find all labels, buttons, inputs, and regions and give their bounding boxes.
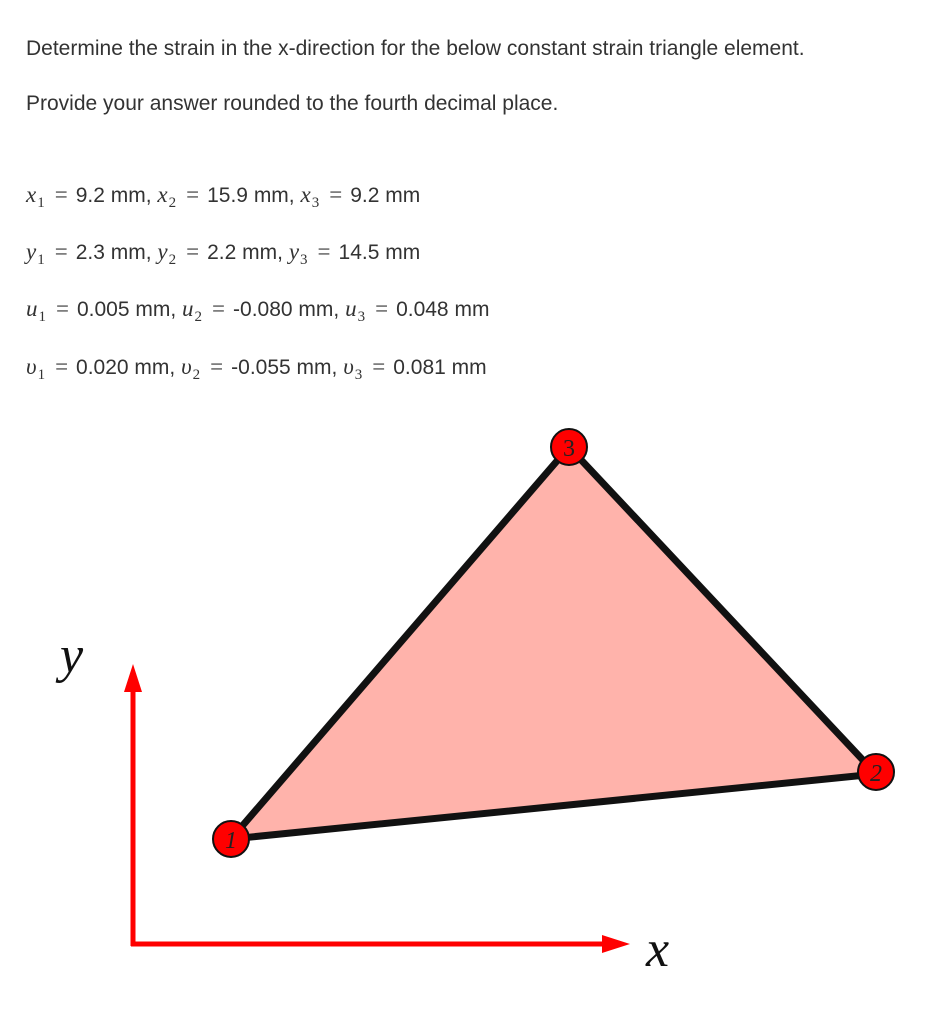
math-variable: υ [26,354,37,379]
math-variable: u [26,296,38,321]
equals-sign: = [210,354,224,379]
math-variable: y [157,239,168,264]
math-variable: y [288,239,300,264]
equation-value: 0.020 mm, [76,356,176,379]
equation-u-displacements [26,294,489,327]
math-variable: x [300,182,311,207]
y-axis-arrowhead [124,664,142,692]
math-subscript: 1 [37,367,46,383]
equation-value: 14.5 mm [338,241,421,264]
y-axis-label: y [60,627,84,684]
equals-sign: = [54,182,68,207]
node-2-label: 2 [870,761,882,787]
equals-sign: = [375,296,389,321]
equation-value: 0.048 mm [396,298,490,321]
math-subscript: 3 [300,252,308,268]
equals-sign: = [212,296,226,321]
math-subscript: 2 [168,195,177,211]
equation-value: 2.2 mm, [207,241,283,264]
math-variable: u [182,296,194,321]
math-variable: y [26,239,37,264]
math-subscript: 1 [38,309,46,325]
equation-value: 15.9 mm, [207,184,295,207]
math-variable: x [26,182,37,207]
math-subscript: 1 [37,195,45,211]
node-1-label: 1 [225,828,237,854]
equals-sign: = [56,296,69,321]
equals-sign: = [186,182,200,207]
equals-sign: = [317,239,331,264]
equals-sign: = [372,354,386,379]
math-subscript: 1 [37,252,45,268]
question-text [26,30,896,122]
equation-v-displacements [26,352,487,385]
equals-sign: = [186,239,200,264]
equation-value: -0.055 mm, [231,356,338,379]
equals-sign: = [54,239,68,264]
question-prompt: Determine the strain in the x-direction for the below constant strain triangle element. [26,37,805,60]
math-subscript: 3 [311,195,320,211]
x-axis-label: x [646,921,670,978]
equation-value: 9.2 mm, [75,184,152,207]
node-3-label: 3 [563,436,575,462]
math-variable: υ [181,354,192,379]
cst-element-diagram [0,400,929,1024]
x-axis-arrowhead [602,935,630,953]
node-3 [551,429,587,465]
math-variable: υ [343,354,354,379]
math-subscript: 2 [168,252,177,268]
math-variable: x [157,182,168,207]
equation-y-coordinates [26,237,420,270]
math-subscript: 3 [357,309,366,325]
equals-sign: = [329,182,343,207]
math-subscript: 3 [354,367,363,383]
equation-value: 9.2 mm [350,184,421,207]
equation-value: 2.3 mm, [75,241,152,264]
math-variable: u [345,296,357,321]
equation-value: 0.081 mm [393,356,487,379]
node-1 [213,821,249,857]
node-2 [858,754,894,790]
math-subscript: 2 [194,309,203,325]
math-subscript: 2 [192,367,201,383]
triangle-element [231,447,876,839]
question-instruction: Provide your answer rounded to the fourth decimal place. [26,92,559,115]
equation-value: 0.005 mm, [76,298,177,321]
equation-value: -0.080 mm, [233,298,340,321]
equation-x-coordinates [26,180,420,213]
equals-sign: = [55,354,69,379]
